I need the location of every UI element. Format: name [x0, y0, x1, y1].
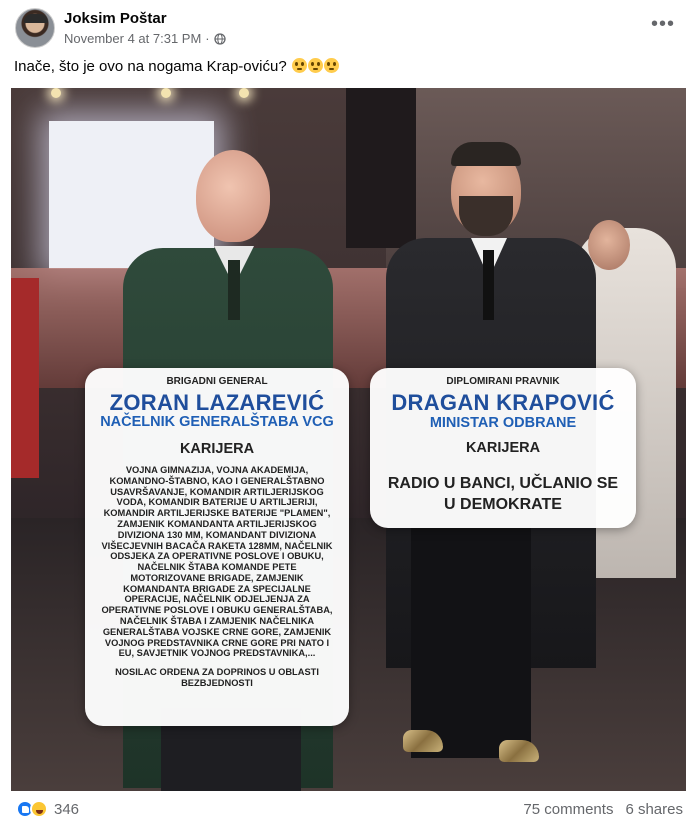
- ceiling-light: [161, 88, 171, 98]
- gold-shoe-left: [403, 730, 443, 752]
- avatar-hat: [24, 14, 48, 23]
- ceiling-light: [51, 88, 61, 98]
- globe-icon[interactable]: [214, 33, 226, 45]
- general-role: NAČELNIK GENERALŠTABA VCG: [100, 414, 334, 431]
- post-caption: [14, 58, 339, 75]
- minister-info-card: [370, 368, 636, 528]
- minister-role: MINISTAR ODBRANE: [429, 415, 577, 432]
- post-meta: [64, 31, 226, 46]
- general-tie: [228, 260, 240, 320]
- general-career-heading: KARIJERA: [179, 441, 255, 458]
- general-career-footer: NOSILAC ORDENA ZA DOPRINOS U OBLASTI BEZBJEDNOSTI: [115, 667, 319, 689]
- minister-career-heading: KARIJERA: [465, 440, 541, 457]
- background-man-head: [588, 220, 630, 270]
- general-info-card: [85, 368, 349, 726]
- shares-link[interactable]: 6 shares: [625, 801, 683, 818]
- flushed-face-icon: [292, 58, 307, 73]
- reaction-count: 346: [54, 800, 80, 818]
- caption-text: Inače, što je ovo na nogama Krap-oviću?: [14, 58, 287, 75]
- general-career-text: VOJNA GIMNAZIJA, VOJNA AKADEMIJA, KOMANDNO-ŠTABNO, KAO I GENERALŠTABNO USAVRŠAVANJE, KOMANDIR ARTILJERIJSKOG VODA, KOMANDIR BATERIJE U ARTILJERIJI, KOMANDIR ARTILJERIJSKE BATERIJE "PLAMEN", ZAMJENIK KOMANDANTA ARTILJERIJSKOG DIVIZIONA 130 MM, KOMANDANT DIVIZIONA VIŠECJEVNIH BACAČA RAKETA 128MM, NAČELNIK ODSJEKA ZA OPERATIVNE POSLOVE I OBUKU, NAČELNIK ŠTABA KOMANDE PETE MOTORIZOVANE BRIGADE, ZAMJENIK KOMANDANTA BRIGADE ZA SPECIJALNE OPERACIJE, NAČELNIK ODJELJENJA ZA OPERATIVNE POSLOVE I OBUKU GENERALŠTABA, NAČELNIK ŠTABA I ZAMJENIK NAČELNIKA GENERALŠTABA VOJSKE CRNE GORE, ZAMJENIK VOJNOG PREDSTAVNIKA CRNE GORE PRI NATO I EU, SAVJETNIK VOJNOG PREDSTAVNIKA,...: [101, 465, 333, 659]
- reactions-summary[interactable]: [16, 800, 79, 818]
- haha-icon: [30, 800, 48, 818]
- post-timestamp[interactable]: November 4 at 7:31 PM: [64, 31, 202, 46]
- minister-rank: DIPLOMIRANI PRAVNIK: [446, 376, 560, 387]
- more-options-button[interactable]: •••: [650, 13, 675, 35]
- background-person-red: [11, 278, 39, 478]
- general-rank: BRIGADNI GENERAL: [166, 376, 268, 387]
- gold-shoe-right: [499, 740, 539, 762]
- minister-name: DRAGAN KRAPOVIĆ: [391, 390, 615, 415]
- flushed-face-icon: [324, 58, 339, 73]
- comments-link[interactable]: 75 comments: [523, 801, 614, 818]
- minister-tie: [483, 250, 494, 320]
- author-name[interactable]: Joksim Poštar: [64, 10, 167, 27]
- ceiling-light: [239, 88, 249, 98]
- background-screen: [49, 121, 214, 269]
- general-name: ZORAN LAZAREVIĆ: [109, 390, 325, 415]
- author-avatar[interactable]: [15, 8, 55, 48]
- general-head: [196, 150, 270, 242]
- meta-separator: ·: [205, 31, 210, 46]
- post-photo[interactable]: [11, 88, 686, 791]
- background-pillar: [346, 88, 416, 248]
- engagement-links: [523, 801, 683, 818]
- minister-hair: [451, 142, 521, 166]
- minister-career-text: RADIO U BANCI, UČLANIO SE U DEMOKRATE: [387, 475, 619, 513]
- minister-legs: [411, 528, 531, 758]
- flushed-face-icon: [308, 58, 323, 73]
